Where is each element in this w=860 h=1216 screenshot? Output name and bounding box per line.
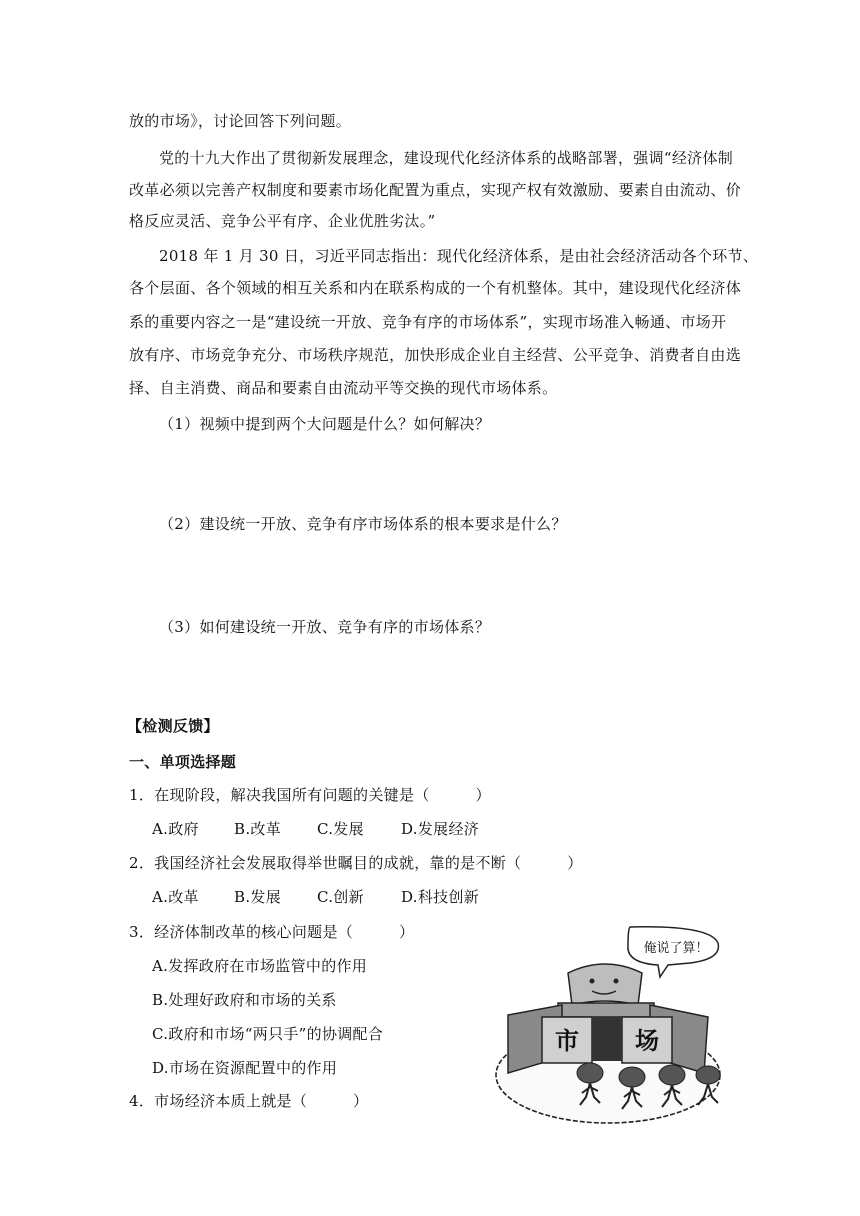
passage-line: 党的十九大作出了贯彻新发展理念，建设现代化经济体系的战略部署，强调“经济体制 <box>159 149 734 167</box>
q1-option-a: A.政府 <box>152 820 199 838</box>
question-1-stem: 1．在现阶段，解决我国所有问题的关键是（ ） <box>129 786 491 804</box>
passage-line: 各个层面、各个领域的相互关系和内在联系构成的一个有机整体。其中，建设现代化经济体 <box>129 279 742 297</box>
face-eye-left <box>590 979 595 984</box>
q2-option-d: D.科技创新 <box>401 888 480 906</box>
gate-char-left: 市 <box>555 1027 579 1055</box>
passage-line: 系的重要内容之一是“建设统一开放、竞争有序的市场体系”，实现市场准入畅通、市场开 <box>129 313 727 331</box>
section-title: 一、单项选择题 <box>129 753 237 771</box>
question-4-stem: 4．市场经济本质上就是（ ） <box>129 1092 369 1110</box>
discussion-question-2: （2）建设统一开放、竞争有序市场体系的根本要求是什么？ <box>159 515 567 533</box>
passage-line: 放有序、市场竞争充分、市场秩序规范，加快形成企业自主经营、公平竞争、消费者自由选 <box>129 346 742 364</box>
face-eye-right <box>614 979 619 984</box>
q1-option-c: C.发展 <box>317 820 364 838</box>
q3-option-c: C.政府和市场“两只手”的协调配合 <box>152 1025 384 1043</box>
passage-line: 2018 年 1 月 30 日，习近平同志指出：现代化经济体系，是由社会经济活动各个环节、 <box>159 247 759 265</box>
passage-line: 择、自主消费、商品和要素自由流动平等交换的现代市场体系。 <box>129 379 558 397</box>
gate-opening <box>592 1017 622 1061</box>
q3-option-b: B.处理好政府和市场的关系 <box>152 991 337 1009</box>
passage-line: 放的市场》，讨论回答下列问题。 <box>129 112 352 130</box>
question-3-stem: 3．经济体制改革的核心问题是（ ） <box>129 923 415 941</box>
gate-lintel <box>558 1003 654 1017</box>
discussion-question-1: （1）视频中提到两个大问题是什么？如何解决？ <box>159 415 491 433</box>
q2-option-c: C.创新 <box>317 888 364 906</box>
face-sign <box>568 964 642 1005</box>
speech-text: 俺说了算！ <box>643 941 709 956</box>
passage-line: 改革必须以完善产权制度和要素市场化配置为重点，实现产权有效激励、要素自由流动、价 <box>129 181 742 199</box>
question-2-stem: 2．我国经济社会发展取得举世瞩目的成就，靠的是不断（ ） <box>129 854 583 872</box>
feedback-heading: 【检测反馈】 <box>127 717 219 735</box>
discussion-question-3: （3）如何建设统一开放、竞争有序的市场体系？ <box>159 618 491 636</box>
q1-option-b: B.改革 <box>234 820 281 838</box>
gate-char-right: 场 <box>635 1027 659 1055</box>
q1-option-d: D.发展经济 <box>401 820 480 838</box>
q3-option-d: D.市场在资源配置中的作用 <box>152 1059 338 1077</box>
market-gate-cartoon <box>490 925 730 1130</box>
q3-option-a: A.发挥政府在市场监管中的作用 <box>152 957 368 975</box>
q2-option-a: A.改革 <box>152 888 199 906</box>
q2-option-b: B.发展 <box>234 888 281 906</box>
passage-line: 格反应灵活、竞争公平有序、企业优胜劣汰。” <box>129 212 436 230</box>
